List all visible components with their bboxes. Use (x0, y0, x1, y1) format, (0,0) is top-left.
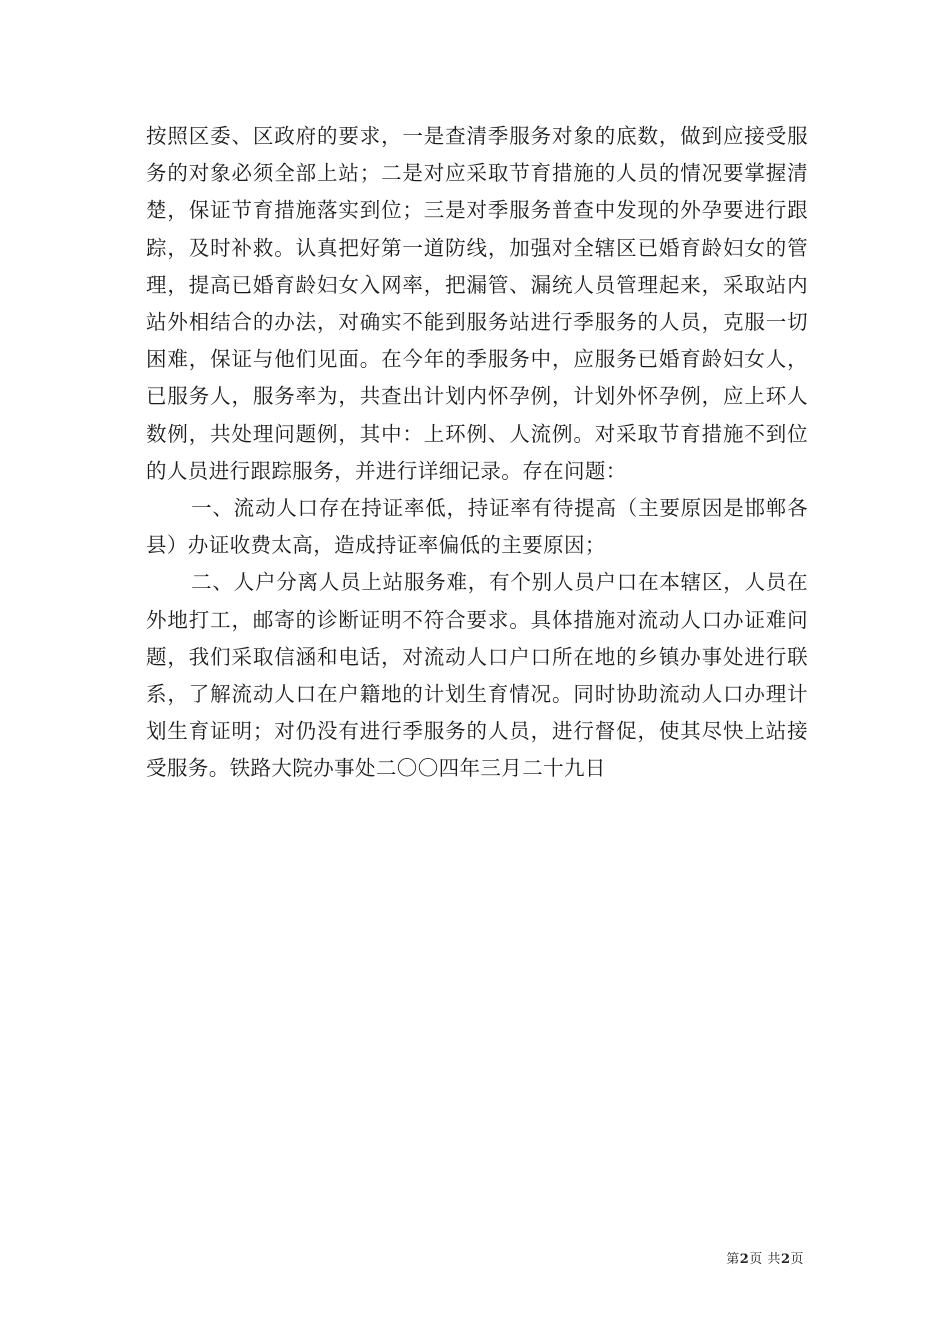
paragraph-3: 二、人户分离人员上站服务难，有个别人员户口在本辖区，人员在外地打工，邮寄的诊断证明不符合要求。具体措施对流动人口办证难问题，我们采取信涵和电话，对流动人口户口所在地的乡镇办事处进行联系，了解流动人口在户籍地的计划生育情况。同时协助流动人口办理计划生育证明；对仍没有进行季服务的人员，进行督促，使其尽快上站接受服务。铁路大院办事处二〇〇四年三月二十九日 (146, 570, 808, 781)
page-number-footer (726, 1248, 804, 1267)
paragraph-1: 按照区委、区政府的要求，一是查清季服务对象的底数，做到应接受服务的对象必须全部上站；二是对应采取节育措施的人员的情况要掌握清楚，保证节育措施落实到位；三是对季服务普查中发现的外孕要进行跟踪，及时补救。认真把好第一道防线，加强对全辖区已婚育龄妇女的管理，提高已婚育龄妇女入网率，把漏管、漏统人员管理起来，采取站内站外相结合的办法，对确实不能到服务站进行季服务的人员，克服一切困难，保证与他们见面。在今年的季服务中，应服务已婚育龄妇女人，已服务人，服务率为，共查出计划内怀孕例，计划外怀孕例，应上环人数例，共处理问题例，其中：上环例、人流例。对采取节育措施不到位的人员进行跟踪服务，并进行详细记录。存在问题： (146, 124, 808, 483)
paragraph-2: 一、流动人口存在持证率低，持证率有待提高（主要原因是邯郸各县）办证收费太高，造成持证率偏低的主要原因； (146, 496, 808, 558)
current-page-number: 2 (739, 1252, 750, 1267)
total-page-number: 2 (780, 1252, 791, 1267)
footer-suffix: 页 (790, 1252, 804, 1267)
footer-prefix: 第 (726, 1252, 740, 1267)
document-body (146, 118, 808, 788)
footer-middle: 页 共 (749, 1252, 781, 1267)
